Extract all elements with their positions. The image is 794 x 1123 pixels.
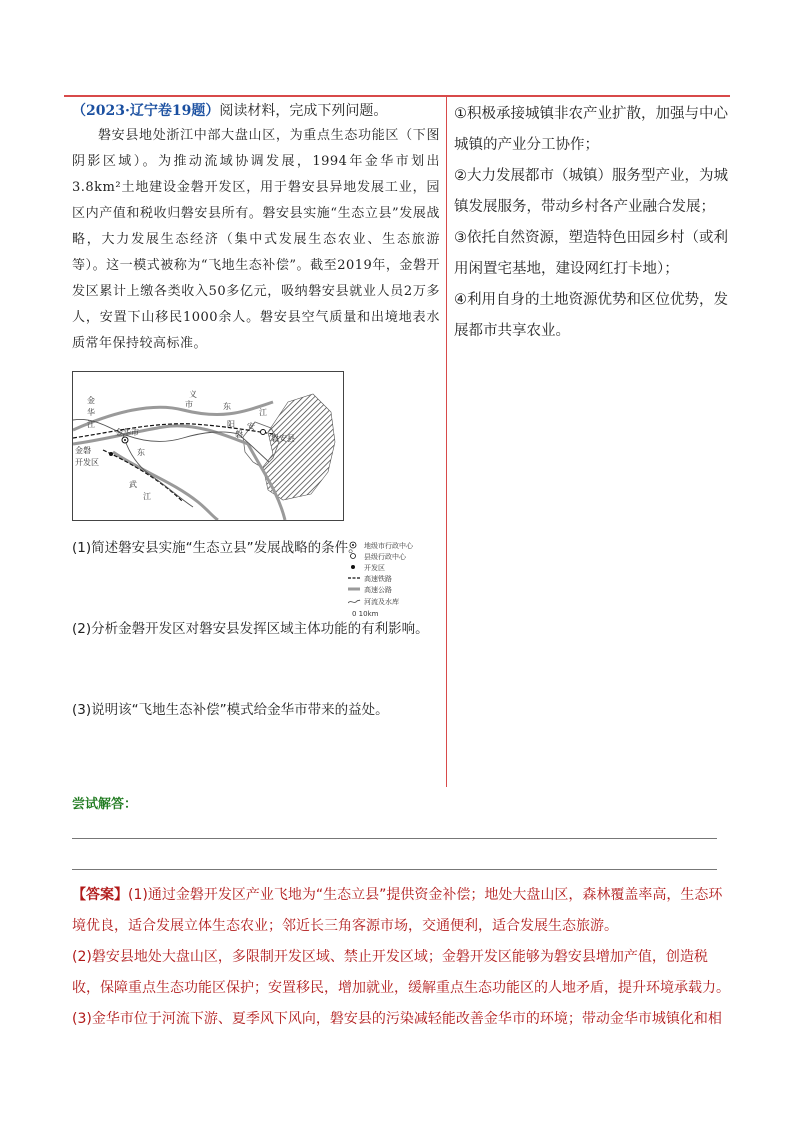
legend-item-highway: 高速公路: [364, 586, 392, 594]
map-label-jinpan: 金磐: [75, 446, 91, 455]
sub-question-1: (1)简述磐安县实施“生态立县”发展战略的条件。: [72, 540, 362, 556]
question-header: [72, 99, 440, 123]
reference-item-2: ②大力发展都市（城镇）服务型产业，为城镇发展服务，带动乡村各产业融合发展；: [454, 168, 728, 215]
map-label-jiang2: 江: [143, 492, 151, 501]
map-label-jiang-a: 江: [259, 408, 267, 417]
try-answer-label: 尝试解答：: [72, 797, 138, 812]
reference-item-1: ①积极承接城镇非农产业扩散，加强与中心城镇的产业分工协作；: [454, 106, 728, 153]
map-figure: [72, 371, 344, 521]
legend-devzone-symbol: [351, 565, 355, 569]
map-label-dong: 东: [137, 448, 145, 457]
map-label-an: 安: [247, 422, 255, 431]
map-drawing: [73, 372, 343, 520]
county-seat-marker: [261, 430, 266, 435]
map-label-kaifaqu: 开发区: [75, 458, 99, 467]
answer-block: [72, 880, 732, 1035]
river-2: [123, 434, 193, 507]
answer-part-3: (3)金华市位于河流下游、夏季风下风向，磐安县的污染减轻能改善金华市的环境；带动金华市城镇化和相: [72, 1011, 722, 1027]
map-label-shi: 市: [185, 400, 193, 409]
sub-question-2: (2)分析金磐开发区对磐安县发挥区域主体功能的有利影响。: [72, 621, 429, 637]
legend-item-county: 县级行政中心: [364, 553, 406, 561]
map-label-yang-a: 阳: [227, 420, 235, 429]
answer-part-1: [72, 880, 732, 942]
header-rule: [64, 95, 730, 97]
map-scale: 0 10km: [352, 610, 379, 618]
map-label-wu: 武: [129, 480, 137, 489]
legend-item-river: 河流及水库: [364, 598, 399, 606]
dev-zone-marker: [109, 452, 113, 456]
answer-part-1-text: (1)通过金磐开发区产业飞地为“生态立县”提供资金补偿；地处大盘山区，森林覆盖率高，生态环境优良，适合发展立体生态农业；邻近长三角客源市场，交通便利，适合发展生态旅游。: [72, 887, 723, 934]
map-label-hua: 华: [87, 408, 95, 417]
answer-tag: 【答案】: [72, 887, 128, 903]
legend-item-rail: 高速铁路: [364, 575, 392, 583]
answer-part-2: (2)磐安县地处大盘山区，多限制开发区域、禁止开发区域；金磐开发区能够为磐安县增加产值，创造税收，保障重点生态功能区保护；安置移民，增加就业，缓解重点生态功能区的人地矛盾，提升环境承载力。: [72, 949, 730, 996]
question-prompt: 阅读材料，完成下列问题。: [219, 103, 388, 119]
ecological-zone: [263, 394, 335, 500]
prefecture-city-dot: [124, 439, 126, 441]
column-divider: [446, 95, 447, 787]
map-label-pan: 磐: [235, 430, 243, 439]
reference-column: [454, 99, 734, 347]
reference-item-4: ④利用自身的土地资源优势和区位优势，发展都市共享农业。: [454, 292, 728, 339]
reading-material: 磐安县地处浙江中部大盘山区，为重点生态功能区（下图阴影区域）。为推动流域协调发展，1994年金华市划出3.8km²土地建设金磐开发区，用于磐安县异地发展工业，园区内产值和税收归磐安县所有。磐安县实施“生态立县”发展战略，大力发展生态经济（集中式发展生态农业、生态旅游等）。这一模式被称为“飞地生态补偿”。截至2019年，金磐开发区累计上缴各类收入50多亿元，吸纳磐安县就业人员2万多人，安置下山移民1000余人。磐安县空气质量和出境地表水质常年保持较高标准。: [72, 128, 440, 351]
answer-line-2: [72, 869, 717, 870]
legend-item-devzone: 开发区: [364, 564, 385, 572]
answer-line-1: [72, 838, 717, 839]
map-label-jin: 金: [87, 396, 95, 405]
legend-item-prefecture: 地级市行政中心: [364, 542, 413, 550]
reference-item-3: ③依托自然资源，塑造特色田园乡村（或利用闲置宅基地，建设网红打卡地）；: [454, 230, 728, 277]
sub-question-3: (3)说明该“飞地生态补偿”模式给金华市带来的益处。: [72, 702, 389, 718]
map-label-jinhua-city: 金华市: [115, 428, 139, 437]
map-label-panan-county: 磐安县: [271, 434, 295, 443]
legend-river-symbol: [348, 600, 360, 603]
question-source: （2023·辽宁卷19题）: [72, 103, 220, 119]
map-label-jiang: 江: [87, 420, 95, 429]
map-label-dong-a: 东: [223, 402, 231, 411]
map-label-yi: 义: [189, 390, 197, 399]
